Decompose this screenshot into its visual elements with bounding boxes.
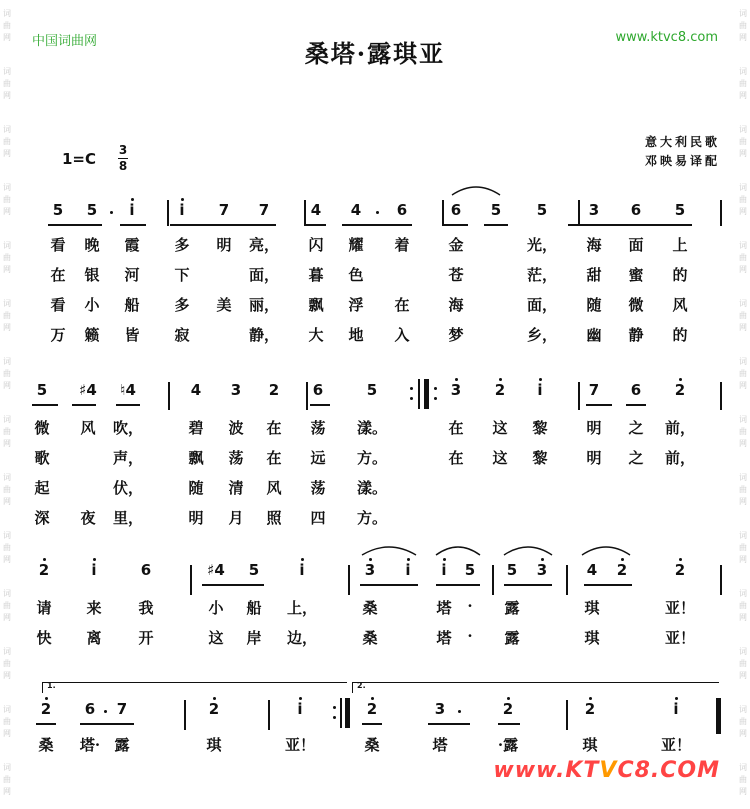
slur [504, 547, 552, 555]
song-origin: 意大利民歌 [644, 135, 720, 149]
lyric-syllable: 籁 [84, 326, 100, 344]
margin-watermark-text: 词曲网 [739, 531, 747, 564]
lyric-syllable: 随 [586, 296, 602, 314]
note: 3 [588, 201, 600, 219]
note: 5 [464, 561, 476, 579]
margin-watermark-text: 词曲网 [739, 415, 747, 448]
lyric-syllable: 吹， [112, 419, 144, 437]
lyric-syllable: 月 [228, 509, 244, 527]
lyric-syllable: 微 [628, 296, 644, 314]
lyric-syllable: 丽， [248, 296, 280, 314]
lyric-syllable: 亚！ [284, 736, 316, 754]
lyric-syllable: 塔· [79, 736, 101, 754]
note: i [537, 381, 543, 399]
note: 2 [38, 561, 50, 579]
lyric-syllable: 起 [34, 479, 50, 497]
note: 2 [584, 700, 596, 718]
lyric-syllable: 多 [174, 236, 190, 254]
margin-watermark-text: 词曲网 [739, 299, 747, 332]
lyric-syllable: 银 [84, 266, 100, 284]
lyric-syllable: 面， [526, 296, 558, 314]
key-signature: 1=C [62, 150, 97, 168]
margin-watermark-text: 词曲网 [3, 531, 11, 564]
note: 6 [140, 561, 152, 579]
lyric-syllable: 风 [672, 296, 688, 314]
lyric-syllable: 上， [286, 599, 318, 617]
slur [452, 187, 500, 195]
lyric-syllable: 桑 [362, 629, 378, 647]
margin-watermark-text: 词曲网 [739, 473, 747, 506]
lyric-syllable: 这 [492, 449, 508, 467]
lyric-syllable: 黎 [532, 449, 548, 467]
lyric-syllable: 碧 [188, 419, 204, 437]
lyric-syllable: 亮， [248, 236, 280, 254]
note: 6 [84, 700, 96, 718]
lyric-syllable: 清 [228, 479, 244, 497]
note: 5 [248, 561, 260, 579]
volta-number: 1. [47, 681, 56, 690]
margin-watermark-text: 词曲网 [739, 241, 747, 274]
lyric-syllable: 飘 [188, 449, 204, 467]
margin-watermark-text: 词曲网 [3, 763, 11, 796]
lyric-syllable: 大 [308, 326, 324, 344]
lyric-syllable: 琪 [584, 599, 600, 617]
lyric-syllable: 面， [248, 266, 280, 284]
lyric-syllable: 开 [138, 629, 154, 647]
note: 2 [502, 700, 514, 718]
lyric-syllable: 边， [286, 629, 318, 647]
margin-watermark-text: 词曲网 [739, 67, 747, 100]
lyric-syllable: 船 [246, 599, 262, 617]
lyric-syllable: 小 [84, 296, 100, 314]
margin-watermark-text: 词曲网 [3, 299, 11, 332]
margin-watermark-text: 词曲网 [739, 183, 747, 216]
note: i [299, 561, 305, 579]
lyric-syllable: 在 [50, 266, 66, 284]
lyric-syllable: 河 [124, 266, 140, 284]
lyric-syllable: 入 [394, 326, 410, 344]
lyric-syllable: ·露 [497, 736, 519, 754]
lyric-syllable: 随 [188, 479, 204, 497]
lyric-syllable: 看 [50, 296, 66, 314]
note: 7 [116, 700, 128, 718]
site-url[interactable]: www.ktvc8.com [615, 30, 718, 45]
lyric-syllable: 琪 [584, 629, 600, 647]
note: 7 [588, 381, 600, 399]
margin-watermark-text: 词曲网 [3, 183, 11, 216]
note: 6 [630, 201, 642, 219]
note: i [441, 561, 447, 579]
lyric-syllable: 露 [504, 599, 520, 617]
margin-watermark-text: 词曲网 [3, 67, 11, 100]
note: 4 [586, 561, 598, 579]
lyric-syllable: 色 [348, 266, 364, 284]
note: 7 [258, 201, 270, 219]
margin-watermark-text: 词曲网 [3, 589, 11, 622]
lyric-syllable: 多 [174, 296, 190, 314]
note: 3 [364, 561, 376, 579]
lyric-syllable: 耀 [348, 236, 364, 254]
note: 2 [268, 381, 280, 399]
lyric-syllable: 在 [266, 419, 282, 437]
lyric-syllable: 美 [216, 296, 232, 314]
lyric-syllable: 黎 [532, 419, 548, 437]
lyric-syllable: 露 [114, 736, 130, 754]
lyric-syllable: 海 [448, 296, 464, 314]
lyric-syllable: 寂 [174, 326, 190, 344]
lyric-syllable: 皆 [124, 326, 140, 344]
lyric-syllable: 声， [112, 449, 144, 467]
lyric-syllable: 之 [628, 449, 644, 467]
note: ♮4 [120, 381, 136, 399]
lyric-syllable: · [467, 627, 473, 645]
lyric-syllable: 岸 [246, 629, 262, 647]
lyric-syllable: 苍 [448, 266, 464, 284]
lyric-syllable: 荡 [310, 419, 326, 437]
lyric-syllable: 静 [628, 326, 644, 344]
lyric-syllable: 地 [348, 326, 364, 344]
note: i [179, 201, 185, 219]
note: 5 [86, 201, 98, 219]
note: 5 [674, 201, 686, 219]
note: 6 [312, 381, 324, 399]
lyric-syllable: · [467, 597, 473, 615]
lyric-syllable: 浮 [348, 296, 364, 314]
margin-watermark-text: 词曲网 [739, 589, 747, 622]
lyric-syllable: 船 [124, 296, 140, 314]
note: 5 [52, 201, 64, 219]
note: 5 [506, 561, 518, 579]
lyric-syllable: 这 [492, 419, 508, 437]
lyric-syllable: 明 [216, 236, 232, 254]
margin-watermark-text: 词曲网 [739, 125, 747, 158]
note: 5 [36, 381, 48, 399]
lyric-syllable: 闪 [308, 236, 324, 254]
lyric-syllable: 乡， [526, 326, 558, 344]
lyric-syllable: 飘 [308, 296, 324, 314]
note: 6 [630, 381, 642, 399]
margin-watermark-text: 词曲网 [739, 357, 747, 390]
note: i [673, 700, 679, 718]
note: i [129, 201, 135, 219]
note: 7 [218, 201, 230, 219]
lyric-syllable: 伏， [112, 479, 144, 497]
lyric-syllable: 蜜 [628, 266, 644, 284]
lyric-syllable: 远 [310, 449, 326, 467]
lyric-syllable: 甜 [586, 266, 602, 284]
note: 5 [490, 201, 502, 219]
lyric-syllable: 静， [248, 326, 280, 344]
note: 2 [674, 561, 686, 579]
lyric-syllable: 面 [628, 236, 644, 254]
note: 3 [536, 561, 548, 579]
note: 2 [494, 381, 506, 399]
song-translator: 邓映易译配 [644, 154, 720, 168]
lyric-syllable: 前， [664, 449, 696, 467]
lyric-syllable: 在 [448, 449, 464, 467]
margin-watermark-text: 词曲网 [739, 705, 747, 738]
note: 3 [450, 381, 462, 399]
lyric-syllable: 荡 [228, 449, 244, 467]
note: 5 [536, 201, 548, 219]
note: 2 [208, 700, 220, 718]
lyric-syllable: 方。 [356, 449, 388, 467]
note: 4 [190, 381, 202, 399]
note: 5 [366, 381, 378, 399]
slur [362, 547, 416, 555]
watermark-logo: www.KTVC8.COM [493, 758, 720, 783]
slur [436, 547, 480, 555]
lyric-syllable: 的 [672, 266, 688, 284]
lyric-syllable: 金 [448, 236, 464, 254]
note: 4 [350, 201, 362, 219]
lyric-syllable: 万 [50, 326, 66, 344]
margin-watermark-text: 词曲网 [3, 647, 11, 680]
lyric-syllable: 微 [34, 419, 50, 437]
volta-number: 2. [357, 681, 366, 690]
margin-watermark-text: 词曲网 [3, 357, 11, 390]
note: i [405, 561, 411, 579]
lyric-syllable: 风 [266, 479, 282, 497]
lyric-syllable: 明 [586, 449, 602, 467]
lyric-syllable: 幽 [586, 326, 602, 344]
lyric-syllable: 请 [36, 599, 52, 617]
lyric-syllable: 明 [188, 509, 204, 527]
note: 2 [366, 700, 378, 718]
lyric-syllable: 亚！ [664, 629, 696, 647]
time-signature-top: 3 [118, 143, 128, 157]
lyric-syllable: 我 [138, 599, 154, 617]
lyric-syllable: 茫， [526, 266, 558, 284]
note: ♯4 [79, 381, 97, 399]
margin-watermark-text: 词曲网 [739, 763, 747, 796]
lyric-syllable: 看 [50, 236, 66, 254]
margin-watermark-text: 词曲网 [3, 125, 11, 158]
margin-watermark-text: 词曲网 [739, 647, 747, 680]
song-title: 桑塔·露琪亚 [304, 39, 446, 68]
lyric-syllable: 漾。 [356, 479, 388, 497]
slur [582, 547, 630, 555]
lyric-syllable: 在 [448, 419, 464, 437]
lyric-syllable: 快 [36, 629, 52, 647]
lyric-syllable: 荡 [310, 479, 326, 497]
lyric-syllable: 梦 [448, 326, 464, 344]
lyric-syllable: 亚！ [660, 736, 692, 754]
lyric-syllable: 的 [672, 326, 688, 344]
lyric-syllable: 风 [80, 419, 96, 437]
lyric-syllable: 光， [526, 236, 558, 254]
lyric-syllable: 暮 [308, 266, 324, 284]
lyric-syllable: 深 [34, 509, 50, 527]
margin-watermark-text: 词曲网 [3, 415, 11, 448]
lyric-syllable: 照 [266, 509, 282, 527]
lyric-syllable: 晚 [84, 236, 100, 254]
lyric-syllable: 上 [672, 236, 688, 254]
lyric-syllable: 霞 [124, 236, 140, 254]
lyric-syllable: 海 [586, 236, 602, 254]
note: 2 [40, 700, 52, 718]
lyric-syllable: 明 [586, 419, 602, 437]
margin-watermark-text: 词曲网 [3, 705, 11, 738]
lyric-syllable: 来 [86, 599, 102, 617]
lyric-syllable: 夜 [80, 509, 96, 527]
lyric-syllable: 这 [208, 629, 224, 647]
lyric-syllable: 琪 [206, 736, 222, 754]
lyric-syllable: 着 [394, 236, 410, 254]
note: i [297, 700, 303, 718]
margin-watermark-text: 词曲网 [739, 9, 747, 42]
lyric-syllable: 桑 [38, 736, 54, 754]
note: 2 [616, 561, 628, 579]
lyric-syllable: 前， [664, 419, 696, 437]
lyric-syllable: 小 [208, 599, 224, 617]
margin-watermark-text: 词曲网 [3, 9, 11, 42]
lyric-syllable: 四 [310, 509, 326, 527]
lyric-syllable: 亚！ [664, 599, 696, 617]
note: 4 [310, 201, 322, 219]
lyric-syllable: 塔 [432, 736, 448, 754]
lyric-syllable: 琪 [582, 736, 598, 754]
note: ♯4 [207, 561, 225, 579]
lyric-syllable: 方。 [356, 509, 388, 527]
site-name[interactable]: 中国词曲网 [32, 34, 98, 49]
note: 6 [396, 201, 408, 219]
lyric-syllable: 下 [174, 266, 190, 284]
note: 2 [674, 381, 686, 399]
margin-watermark-text: 词曲网 [3, 473, 11, 506]
lyric-syllable: 塔 [436, 629, 452, 647]
lyric-syllable: 露 [504, 629, 520, 647]
note: 3 [434, 700, 446, 718]
lyric-syllable: 漾。 [356, 419, 388, 437]
note: 6 [450, 201, 462, 219]
lyric-syllable: 里， [112, 509, 144, 527]
lyric-syllable: 在 [394, 296, 410, 314]
lyric-syllable: 波 [228, 419, 244, 437]
lyric-syllable: 塔 [436, 599, 452, 617]
lyric-syllable: 桑 [362, 599, 378, 617]
note: 3 [230, 381, 242, 399]
lyric-syllable: 之 [628, 419, 644, 437]
lyric-syllable: 桑 [364, 736, 380, 754]
lyric-syllable: 离 [86, 629, 102, 647]
lyric-syllable: 歌 [34, 449, 50, 467]
time-signature-bottom: 8 [118, 159, 128, 173]
note: i [91, 561, 97, 579]
lyric-syllable: 在 [266, 449, 282, 467]
margin-watermark-text: 词曲网 [3, 241, 11, 274]
